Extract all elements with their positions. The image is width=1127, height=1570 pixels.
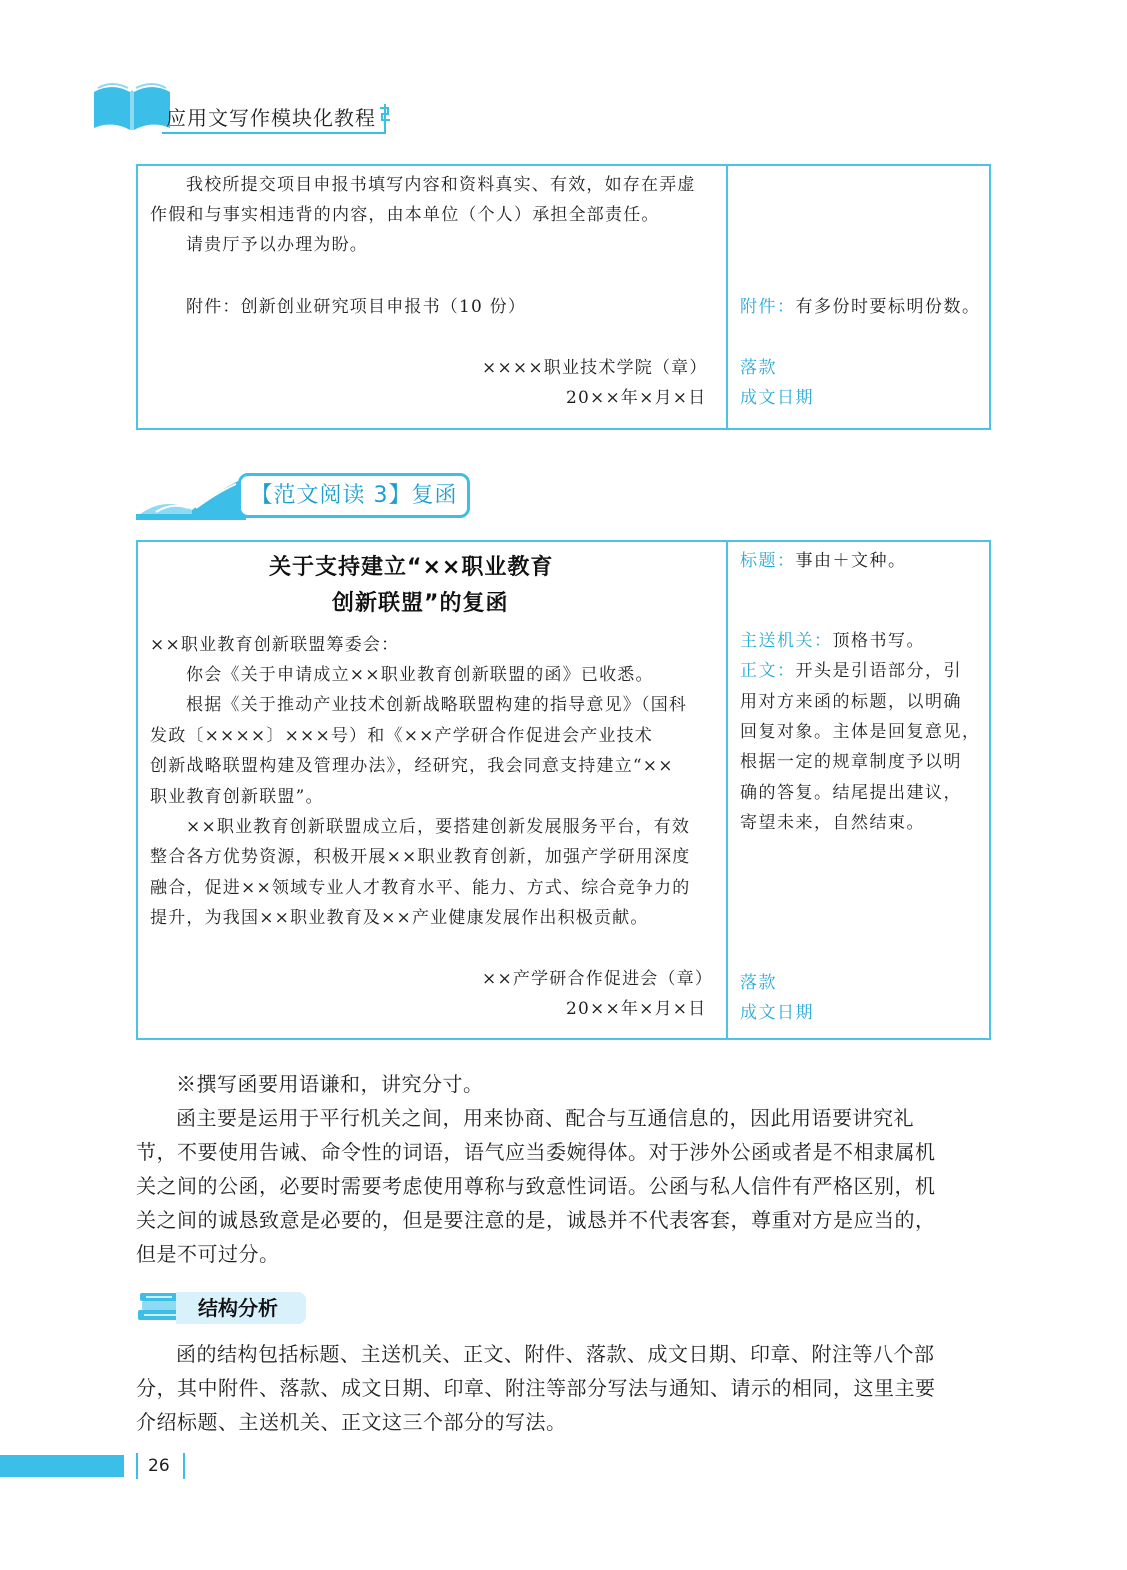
note-attachment: 附件：有多份时要标明份数。 — [740, 297, 981, 317]
table-line: 融合，促进××领域专业人才教育水平、能力、方式、综合竞争力的 — [150, 878, 691, 898]
recipient-line: ××职业教育创新联盟筹委会： — [150, 635, 400, 655]
paragraph-line: 节，不要使用告诫、命令性的词语，语气应当委婉得体。对于涉外公函或者是不相隶属机 — [136, 1140, 936, 1164]
table-line: 我校所提交项目申报书填写内容和资料真实、有效，如存在弄虚 — [186, 175, 696, 195]
table-line: 提升，为我国××职业教育及××产业健康发展作出积极贡献。 — [150, 908, 649, 928]
signature-line: ××××职业技术学院（章） — [482, 358, 708, 378]
table-line: 根据《关于推动产业技术创新战略联盟构建的指导意见》（国科 — [186, 695, 688, 715]
table-line: 整合各方优势资源，积极开展××职业教育创新，加强产学研用深度 — [150, 847, 691, 867]
attachment-line: 附件：创新创业研究项目申报书（10 份） — [186, 297, 527, 317]
paragraph-line: 函的结构包括标题、主送机关、正文、附件、落款、成文日期、印章、附注等八个部 — [176, 1342, 935, 1366]
sample-table-reply-letter — [136, 540, 991, 1040]
table-line: 职业教育创新联盟”。 — [150, 787, 324, 807]
table-divider — [726, 166, 728, 428]
page-number: 26 — [148, 1456, 170, 1476]
note-body-line: 根据一定的规章制度予以明 — [740, 752, 962, 772]
date-line: 20××年×月×日 — [566, 388, 707, 408]
writing-tip: ※撰写函要用语谦和，讲究分寸。 — [176, 1072, 484, 1096]
footer-separator — [136, 1453, 138, 1479]
table-line: 创新战略联盟构建及管理办法》，经研究，我会同意支持建立“×× — [150, 756, 674, 776]
note-title: 标题：事由＋文种。 — [740, 551, 907, 571]
table-divider — [726, 542, 728, 1038]
paragraph-tone — [136, 1101, 992, 1271]
paragraph-line: 分，其中附件、落款、成文日期、印章、附注等部分写法与通知、请示的相同，这里主要 — [136, 1376, 936, 1400]
paragraph-line: 关之间的诚恳致意是必要的，但是要注意的是，诚恳并不代表客套，尊重对方是应当的， — [136, 1208, 936, 1232]
note-body-line: 确的答复。结尾提出建议， — [740, 783, 962, 803]
signature-line: ××产学研合作促进会（章） — [482, 969, 714, 989]
paragraph-structure — [136, 1337, 992, 1439]
table-line: 发政〔××××〕×××号）和《××产学研合作促进会产业技术 — [150, 726, 653, 746]
section-banner: 【范文阅读 3】复函 — [238, 473, 470, 518]
note-body-line: 寄望未来，自然结束。 — [740, 813, 925, 833]
paragraph-line: 函主要是运用于平行机关之间，用来协商、配合与互通信息的，因此用语要讲究礼 — [176, 1106, 914, 1130]
paragraph-line: 介绍标题、主送机关、正文这三个部分的写法。 — [136, 1410, 567, 1434]
paragraph-line: 关之间的公函，必要时需要考虑使用尊称与致意性词语。公函与私人信件有严格区别，机 — [136, 1174, 936, 1198]
table-line: 请贵厅予以办理为盼。 — [186, 235, 368, 255]
open-book-icon — [92, 78, 172, 134]
note-body: 正文：开头是引语部分，引 — [740, 661, 962, 681]
note-date: 成文日期 — [740, 388, 814, 408]
structure-heading: 结构分析 — [176, 1292, 306, 1324]
footer-separator — [183, 1453, 185, 1479]
note-body-line: 用对方来函的标题，以明确 — [740, 692, 962, 712]
header-ornament-icon — [378, 106, 392, 122]
doc-title-line2: 创新联盟”的复函 — [332, 591, 509, 616]
doc-title-line1: 关于支持建立“××职业教育 — [269, 555, 554, 580]
note-signature: 落款 — [740, 973, 777, 993]
book-title: 应用文写作模块化教程 — [162, 104, 386, 134]
sample-table-continued — [136, 164, 991, 430]
date-line: 20××年×月×日 — [566, 999, 707, 1019]
open-book-banner-icon — [136, 472, 246, 522]
table-line: ××职业教育创新联盟成立后，要搭建创新发展服务平台，有效 — [186, 817, 691, 837]
table-line: 作假和与事实相违背的内容，由本单位（个人）承担全部责任。 — [150, 205, 660, 225]
table-line: 你会《关于申请成立××职业教育创新联盟的函》已收悉。 — [186, 665, 654, 685]
footer-accent-bar — [0, 1455, 124, 1477]
note-signature: 落款 — [740, 358, 777, 378]
note-body-line: 回复对象。主体是回复意见， — [740, 722, 981, 742]
note-date: 成文日期 — [740, 1003, 814, 1023]
note-recipient: 主送机关：顶格书写。 — [740, 631, 925, 651]
paragraph-line: 但是不可过分。 — [136, 1242, 280, 1266]
